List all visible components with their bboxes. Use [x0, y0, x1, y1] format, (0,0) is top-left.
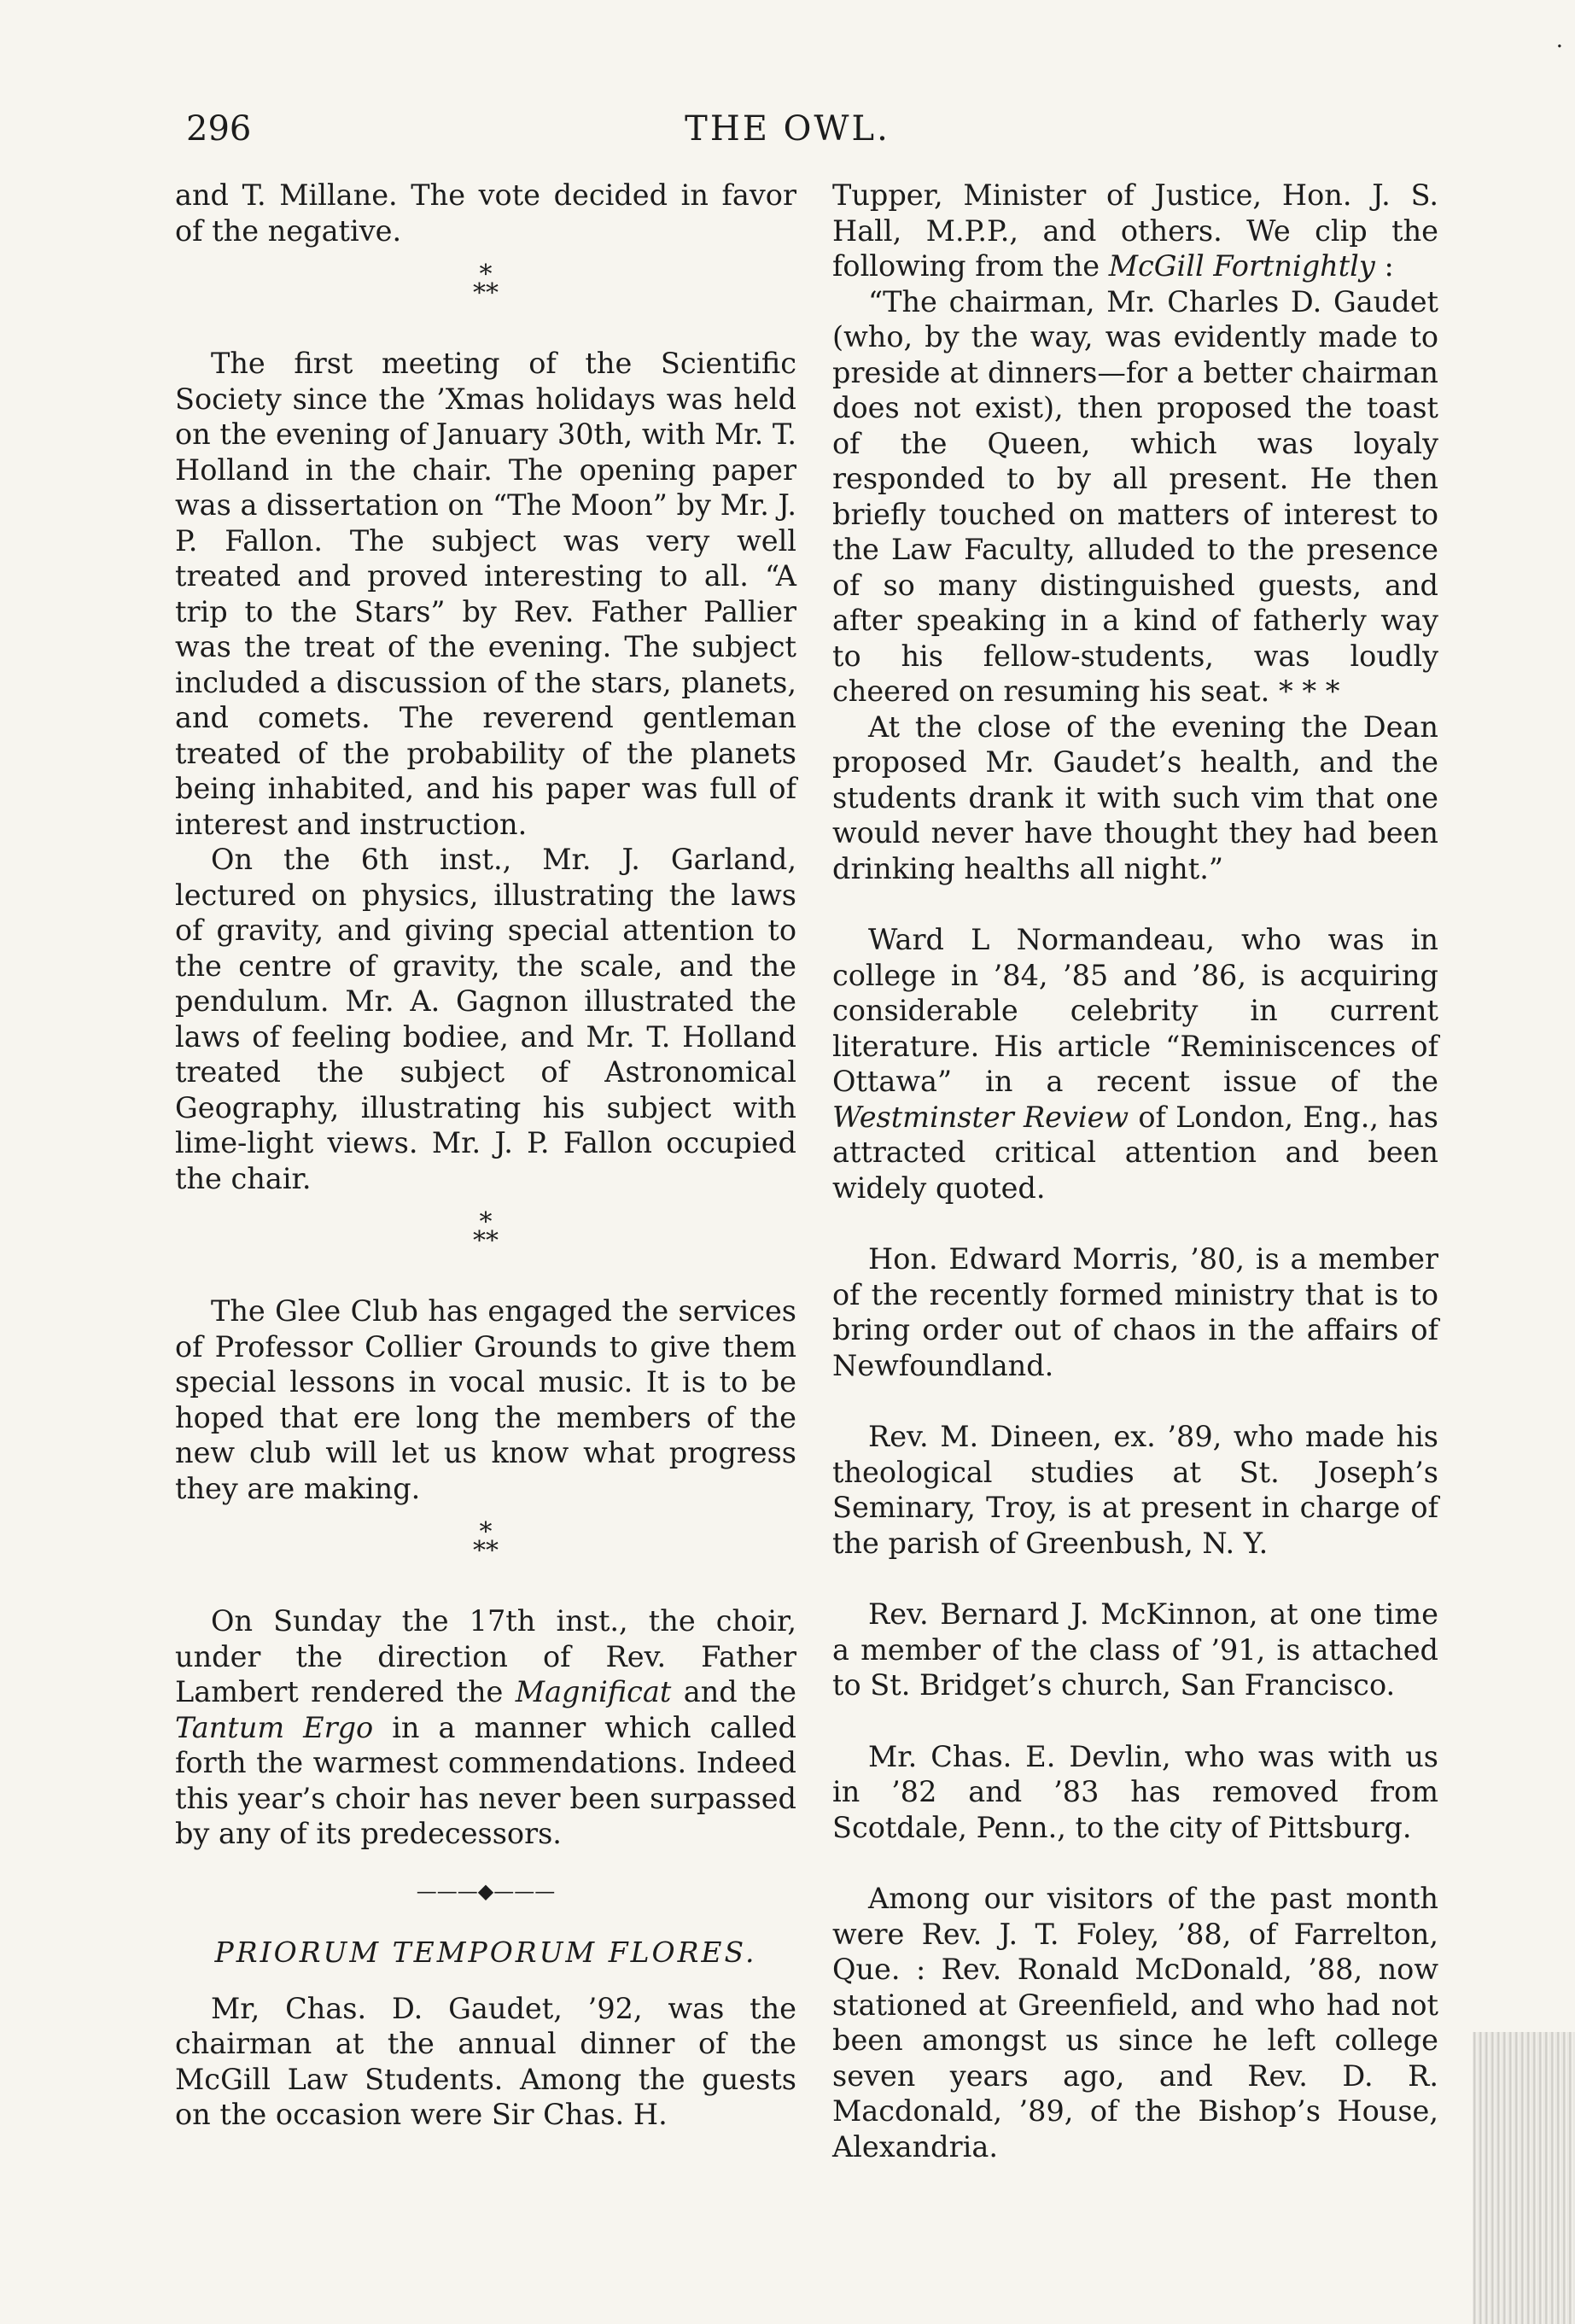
spacer [832, 886, 1438, 922]
spacer [832, 1845, 1438, 1881]
paragraph-scientific-society: The first meeting of the Scientific Society since the ’Xmas holidays was held on the evening of January 30th, with Mr. T. Holland in the chair. The opening paper was a dissertation on “The Moon” by Mr. J. P. Fallon. The subject was very well treated and proved interesting to all. “A trip to the Stars” by Rev. Father Pallier was the treat of the evening. The subject included a discussion of the stars, planets, and comets. The reverend gentleman treated of the probability of the planets being inhabited, and his paper was full of interest and instruction. [175, 347, 796, 841]
running-title: THE OWL. [685, 109, 890, 149]
spacer [832, 1383, 1438, 1419]
paragraph-choir: On Sunday the 17th inst., the choir, under the direction of Rev. Father Lambert rendered the Magnificat and the Tantum Ergo in a manner which called forth the warmest commendations. Indeed this year’s choir has never been surpassed by any of its predecessors. [175, 1604, 797, 1850]
paragraph-devlin: Mr. Chas. E. Devlin, who was with us in ’82 and ’83 has removed from Scotdale, Penn., to the city of Pittsburg. [832, 1739, 1438, 1844]
scan-noise [1473, 2032, 1575, 2324]
spacer [832, 1703, 1438, 1739]
paragraph-quote-dean: At the close of the evening the Dean proposed Mr. Gaudet’s health, and the students drank it with such vim that one would never have thought they had been drinking healths all night.” [832, 709, 1438, 885]
page-number: 296 [186, 109, 252, 149]
paragraph-tupper: Tupper, Minister of Justice, Hon. J. S. Hall, M.P.P., and others. We clip the following from the McGill Fortnightly : [832, 178, 1438, 283]
asterism-divider: * ** [473, 260, 499, 308]
paragraph-debate-result: and T. Millane. The vote decided in favor of the negative. [175, 178, 796, 248]
right-column [832, 178, 1438, 2164]
paragraph-visitors: Among our visitors of the past month were Rev. J. T. Foley, ’88, of Farrelton, Que. : Rev. Ronald McDonald, ’88, now stationed at Greenfield, and who had not been amongst us since he left college seven years ago, and Rev. D. R. Macdonald, ’89, of the Bishop’s House, Alexandria. [832, 1882, 1438, 2163]
paragraph-glee-club: The Glee Club has engaged the services of Professor Collier Grounds to give them special lessons in vocal music. It is to be hoped that ere long the members of the new club will let us know what progress they are making. [175, 1294, 796, 1505]
section-heading: PRIORUM TEMPORUM FLORES. [214, 1936, 757, 1969]
paragraph-dineen: Rev. M. Dineen, ex. ’89, who made his theological studies at St. Joseph’s Seminary, Troy, is at present in charge of the parish of Greenbush, N. Y. [832, 1420, 1438, 1560]
paragraph-mckinnon: Rev. Bernard J. McKinnon, at one time a member of the class of ’91, is attached to St. Bridget’s church, San Francisco. [832, 1597, 1438, 1702]
spacer [832, 1561, 1438, 1597]
left-column [175, 178, 796, 2133]
paragraph-physics-lecture: On the 6th inst., Mr. J. Garland, lectured on physics, illustrating the laws of gravity, and giving special attention to the centre of gravity, the scale, and the pendulum. Mr. A. Gagnon illustrated the laws of feeling bodiee, and Mr. T. Holland treated the subject of Astronomical Geography, illustrating his subject with lime-light views. Mr. J. P. Fallon occupied the chair. [175, 843, 796, 1195]
paragraph-quote-chairman: “The chairman, Mr. Charles D. Gaudet (who, by the way, was evidently made to preside at dinners—for a better chairman does not exist), then proposed the toast of the Queen, which was loyaly responded to by all present. He then briefly touched on matters of interest to the Law Faculty, alluded to the presence of so many distinguished guests, and after speaking in a kind of fatherly way to his fellow-students, was loudly cheered on resuming his seat. * * * [832, 284, 1438, 708]
paragraph-gaudet-dinner: Mr, Chas. D. Gaudet, ’92, was the chairman at the annual dinner of the McGill Law Students. Among the guests on the occasion were Sir Chas. H. [175, 1991, 796, 2131]
edge-mark: · [1555, 34, 1563, 60]
asterism-divider: * ** [473, 1207, 499, 1256]
paragraph-morris: Hon. Edward Morris, ’80, is a member of the recently formed ministry that is to bring order out of chaos in the affairs of Newfoundland. [832, 1242, 1438, 1382]
paragraph-normandeau: Ward L Normandeau, who was in college in ’84, ’85 and ’86, is acquiring considerable celebrity in current literature. His article “Reminiscences of Ottawa” in a recent issue of the Westminster Review of London, Eng., has attracted critical attention and been widely quoted. [832, 923, 1438, 1205]
asterism-divider: * ** [473, 1517, 499, 1566]
spacer [832, 1206, 1438, 1241]
ornamental-rule: ———◆——— [416, 1878, 556, 1903]
